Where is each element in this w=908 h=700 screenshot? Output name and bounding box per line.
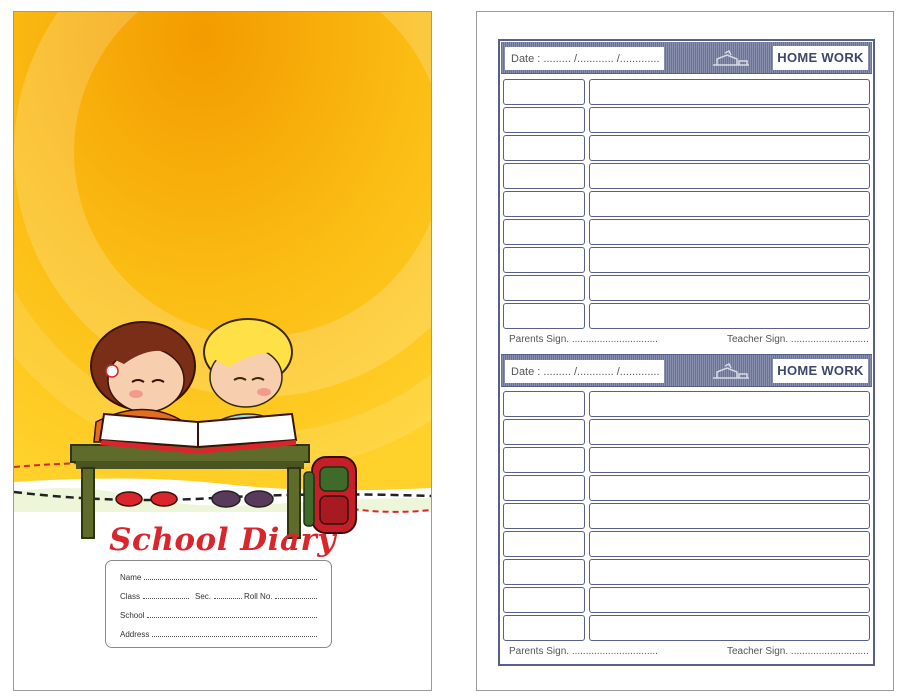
task-cell[interactable] xyxy=(589,275,870,301)
subject-cell[interactable] xyxy=(503,419,585,445)
address-field-line[interactable] xyxy=(152,635,317,637)
homework-row xyxy=(501,247,872,273)
homework-row xyxy=(501,303,872,329)
task-cell[interactable] xyxy=(589,503,870,529)
subject-cell[interactable] xyxy=(503,531,585,557)
subject-cell[interactable] xyxy=(503,79,585,105)
subject-cell[interactable] xyxy=(503,163,585,189)
signature-row xyxy=(509,646,869,657)
task-cell[interactable] xyxy=(589,163,870,189)
subject-cell[interactable] xyxy=(503,615,585,641)
task-cell[interactable] xyxy=(589,79,870,105)
roll-field-line[interactable] xyxy=(275,597,317,599)
date-field[interactable] xyxy=(505,360,664,383)
class-field-line[interactable] xyxy=(143,597,189,599)
homework-row xyxy=(501,615,872,641)
date-label: Date : ......... /............ /............. xyxy=(511,366,660,378)
homework-row xyxy=(501,587,872,613)
teacher-sign[interactable]: Teacher Sign. ............................ xyxy=(727,334,869,345)
homework-title: HOME WORK xyxy=(773,359,868,383)
homework-row xyxy=(501,79,872,105)
homework-row xyxy=(501,559,872,585)
date-field[interactable] xyxy=(505,47,664,70)
homework-row xyxy=(501,191,872,217)
subject-cell[interactable] xyxy=(503,247,585,273)
task-cell[interactable] xyxy=(589,247,870,273)
subject-cell[interactable] xyxy=(503,447,585,473)
cover-title: School Diary xyxy=(109,522,336,558)
subject-cell[interactable] xyxy=(503,107,585,133)
task-cell[interactable] xyxy=(589,135,870,161)
date-label: Date : ......... /............ /............. xyxy=(511,53,660,65)
subject-cell[interactable] xyxy=(503,503,585,529)
subject-cell[interactable] xyxy=(503,219,585,245)
homework-row xyxy=(501,475,872,501)
school-row xyxy=(120,611,319,620)
subject-cell[interactable] xyxy=(503,303,585,329)
homework-header xyxy=(501,42,872,74)
task-cell[interactable] xyxy=(589,419,870,445)
name-field-line[interactable] xyxy=(144,578,317,580)
task-cell[interactable] xyxy=(589,475,870,501)
task-cell[interactable] xyxy=(589,615,870,641)
homework-row xyxy=(501,419,872,445)
address-field-label: Address xyxy=(120,630,150,639)
task-cell[interactable] xyxy=(589,447,870,473)
homework-row xyxy=(501,531,872,557)
sec-field-label: Sec. xyxy=(195,592,212,601)
homework-row xyxy=(501,135,872,161)
teacher-sign[interactable]: Teacher Sign. ............................ xyxy=(727,646,869,657)
subject-cell[interactable] xyxy=(503,135,585,161)
task-cell[interactable] xyxy=(589,219,870,245)
homework-row xyxy=(501,107,872,133)
subject-cell[interactable] xyxy=(503,475,585,501)
task-cell[interactable] xyxy=(589,587,870,613)
task-cell[interactable] xyxy=(589,559,870,585)
task-cell[interactable] xyxy=(589,391,870,417)
address-row xyxy=(120,630,319,639)
homework-row xyxy=(501,447,872,473)
school-field-label: School xyxy=(120,611,145,620)
homework-row xyxy=(501,275,872,301)
homework-row xyxy=(501,503,872,529)
name-row xyxy=(120,573,319,582)
subject-cell[interactable] xyxy=(503,275,585,301)
subject-cell[interactable] xyxy=(503,559,585,585)
task-cell[interactable] xyxy=(589,191,870,217)
sec-field-line[interactable] xyxy=(214,597,242,599)
school-field-line[interactable] xyxy=(147,616,317,618)
homework-title: HOME WORK xyxy=(773,46,868,70)
class-field-label: Class xyxy=(120,592,141,601)
subject-cell[interactable] xyxy=(503,587,585,613)
signature-row xyxy=(509,334,869,345)
subject-cell[interactable] xyxy=(503,391,585,417)
class-row xyxy=(120,592,319,601)
parents-sign[interactable]: Parents Sign. ............................... xyxy=(509,646,658,657)
parents-sign[interactable]: Parents Sign. ............................... xyxy=(509,334,658,345)
school-logo-icon xyxy=(709,362,753,382)
diary-cover xyxy=(13,11,432,691)
task-cell[interactable] xyxy=(589,531,870,557)
homework-header xyxy=(501,354,872,387)
homework-row xyxy=(501,219,872,245)
homework-row xyxy=(501,163,872,189)
task-cell[interactable] xyxy=(589,303,870,329)
name-field-label: Name xyxy=(120,573,142,582)
task-cell[interactable] xyxy=(589,107,870,133)
subject-cell[interactable] xyxy=(503,191,585,217)
diary-page xyxy=(476,11,894,691)
roll-field-label: Roll No. xyxy=(244,592,273,601)
name-label-box xyxy=(105,560,332,648)
homework-frame xyxy=(498,39,875,666)
school-logo-icon xyxy=(709,49,753,69)
homework-row xyxy=(501,391,872,417)
